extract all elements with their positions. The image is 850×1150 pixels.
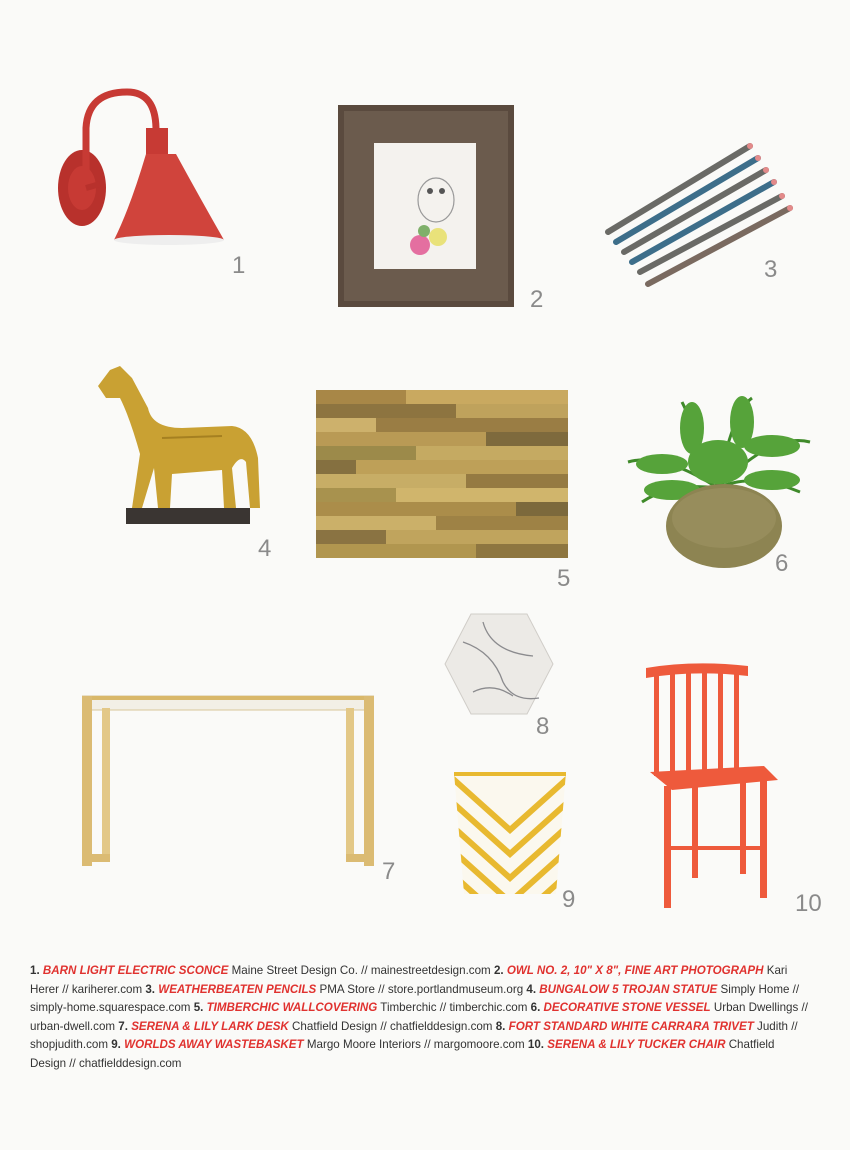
item-number-10: 10 <box>795 890 822 917</box>
credit-9: 9. WORLDS AWAY WASTEBASKET Margo Moore Interiors // margomoore.com <box>111 1038 525 1052</box>
carrara-trivet-image <box>443 612 555 716</box>
credit-10: 10. SERENA & LILY TUCKER CHAIR Chatfield Design // chatfielddesign.com <box>30 1038 775 1070</box>
item-number-9: 9 <box>562 886 576 913</box>
trojan-horse-statue-image <box>92 358 264 528</box>
credit-number: 10 <box>527 1038 541 1052</box>
credit-3: 3. WEATHERBEATEN PENCILS PMA Store // store.portlandmuseum.org <box>145 982 524 996</box>
product-name: BARN LIGHT ELECTRIC SCONCE <box>42 964 229 977</box>
product-name: WEATHERBEATEN PENCILS <box>158 982 317 996</box>
credit-6: 6. DECORATIVE STONE VESSEL Urban Dwellings // urban-dwell.com <box>30 1001 808 1033</box>
product-name: FORT STANDARD WHITE CARRARA TRIVET <box>508 1019 754 1033</box>
item-number-6: 6 <box>775 550 789 577</box>
credit-number: 6 <box>530 1001 538 1015</box>
item-number-2: 2 <box>530 286 544 313</box>
credit-number: 4 <box>526 982 533 996</box>
product-source: Urban Dwellings // urban-dwell.com <box>30 1001 808 1033</box>
product-name: OWL NO. 2, 10" X 8", FINE ART PHOTOGRAPH <box>506 964 764 977</box>
product-name: WORLDS AWAY WASTEBASKET <box>124 1038 304 1052</box>
credit-number: 3 <box>145 982 152 996</box>
product-source: Kari Herer // kariherer.com <box>30 964 788 996</box>
product-source: Simply Home // simply-home.squarespace.com <box>30 982 800 1015</box>
product-name: TIMBERCHIC WALLCOVERING <box>206 1001 378 1015</box>
stone-vessel-fern-image <box>622 392 814 570</box>
item-number-8: 8 <box>536 713 550 740</box>
product-name: DECORATIVE STONE VESSEL <box>543 1001 711 1015</box>
item-number-7: 7 <box>382 858 396 885</box>
product-source: Chatfield Design // chatfielddesign.com <box>30 1038 775 1070</box>
credit-2: 2. OWL NO. 2, 10" X 8", FINE ART PHOTOGRAPH Kari Herer // kariherer.com <box>30 964 788 996</box>
item-number-1: 1 <box>232 252 246 279</box>
credit-number: 8 <box>495 1019 503 1033</box>
credit-5: 5. TIMBERCHIC WALLCOVERING Timberchic // timberchic.com <box>193 1001 528 1015</box>
credit-number: 9 <box>111 1038 118 1052</box>
item-number-5: 5 <box>557 565 571 592</box>
credit-number: 5 <box>193 1001 201 1015</box>
product-name: SERENA & LILY LARK DESK <box>131 1019 289 1033</box>
timberchic-wallcovering-image <box>316 390 568 558</box>
product-name: BUNGALOW 5 TROJAN STATUE <box>539 982 718 996</box>
credit-number: 1 <box>30 964 37 977</box>
credit-7: 7. SERENA & LILY LARK DESK Chatfield Design // chatfielddesign.com <box>118 1019 493 1033</box>
credit-4: 4. BUNGALOW 5 TROJAN STATUE Simply Home // simply-home.squarespace.com <box>30 982 800 1015</box>
product-source: Maine Street Design Co. // mainestreetdesign.com <box>231 964 491 977</box>
product-source: Chatfield Design // chatfielddesign.com <box>292 1019 493 1033</box>
product-credits <box>30 962 810 1074</box>
item-number-3: 3 <box>764 256 778 283</box>
product-source: Timberchic // timberchic.com <box>380 1001 528 1015</box>
tucker-chair-image <box>644 662 780 912</box>
credit-8: 8. FORT STANDARD WHITE CARRARA TRIVET Judith // shopjudith.com <box>30 1019 798 1052</box>
product-source: Judith // shopjudith.com <box>30 1019 798 1052</box>
barn-light-sconce-image <box>52 88 227 248</box>
lark-desk-image <box>82 684 374 868</box>
credit-number: 7 <box>118 1019 125 1033</box>
credit-number: 2 <box>493 964 501 977</box>
product-name: SERENA & LILY TUCKER CHAIR <box>547 1038 726 1052</box>
credit-1: 1. BARN LIGHT ELECTRIC SCONCE Maine Street Design Co. // mainestreetdesign.com <box>30 964 491 977</box>
product-source: Margo Moore Interiors // margomoore.com <box>306 1038 525 1052</box>
item-number-4: 4 <box>258 535 272 562</box>
worlds-away-wastebasket-image <box>452 770 568 898</box>
owl-photograph-image <box>338 105 514 307</box>
product-source: PMA Store // store.portlandmuseum.org <box>319 982 524 996</box>
